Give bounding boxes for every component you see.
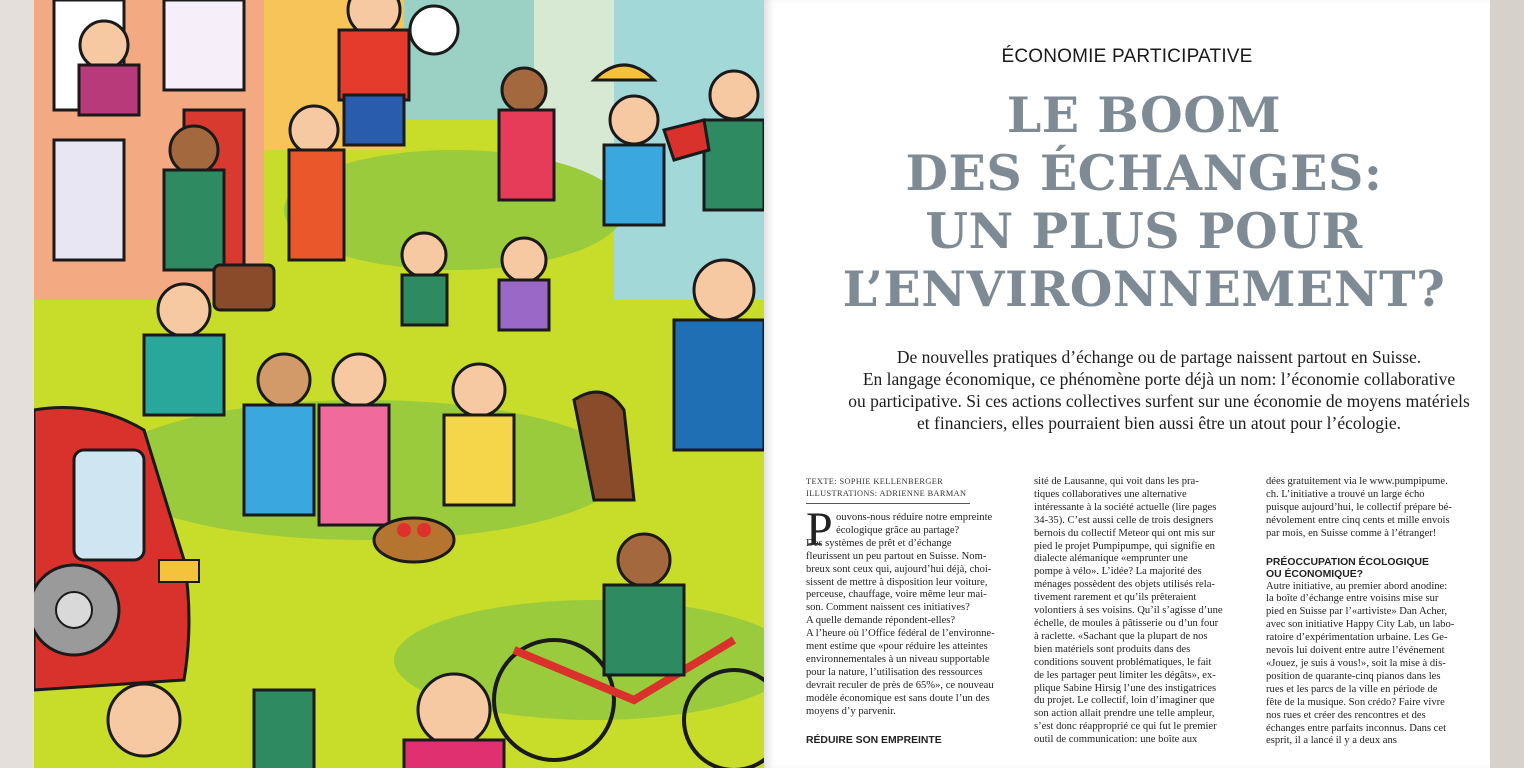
article-page [764,0,1490,768]
body-line: fleurissent un peu partout en Suisse. Nom- [806,550,987,562]
body-line: sissent de mettre à disposition leur voiture, [806,576,988,588]
body-line: échanges entre parfaits inconnus. Dans cet [1266,722,1447,734]
body-line: position de quarante-cinq pianos dans les [1266,670,1441,682]
headline-line: LE BOOM [1006,86,1282,144]
text-column-3 [1266,476,1476,748]
body-line: Autre initiative, au premier abord anodine: [1266,580,1448,592]
body-line: pompe à vélo». L’idée? La majorité des [1034,566,1202,578]
body-line: pour la nature, l’utilisation des ressources [806,666,983,678]
first-paragraph [806,503,1016,719]
body-line: sité de Lausanne, qui voit dans les pra- [1034,476,1199,487]
body-line: bernois du collectif Meteor qui ont mis sur [1034,527,1215,539]
body-line: tiques collaboratives une alternative [1034,488,1187,500]
body-line: nos rues et créer des rencontres et des [1266,709,1426,721]
body-line: échelle, de moules à pâtisserie ou d’un four [1034,617,1219,629]
body-line: «Jouez, je suis à vous!», soit la mise à dis- [1266,657,1446,669]
credits-text: TEXTE: SOPHIE KELLENBERGER [806,477,944,486]
body-line: du projet. Le collectif, loin d’imaginer que [1034,695,1215,707]
body-line: conditions souvent problématiques, le fait [1034,656,1212,668]
body-line: A quelle demande répondent-elles? [806,615,956,627]
body-line: perceuse, chauffage, voire même leur mai- [806,589,987,601]
body-line: moyens d’y parvenir. [806,705,896,717]
body-line: ouvons-nous réduire notre empreinte [836,512,993,523]
body-line: nevois lui doivent entre autre l’événement [1266,645,1445,657]
body-line: par mois, en Suisse comme à l’étranger! [1266,527,1437,539]
body-line: devrait reculer de près de 65%», ce nouveau [806,679,994,691]
body-line: A l’heure où l’Office fédéral de l’environne- [806,628,995,640]
body-line: rues et les parcs de la ville en période de [1266,683,1438,695]
body-line: son action allait prendre une telle ampleur, [1034,708,1215,720]
section-subhead: OU ÉCONOMIQUE? [1266,568,1363,580]
lead-line: En langage économique, ce phénomène porte déjà un nom: l’économie collaborative [862,369,1456,389]
body-line: outil de communication: une boîte aux [1034,734,1198,746]
body-line: de les partager peut limiter les dégâts», ex- [1034,669,1216,681]
body-line: à raclette. «Sachant que la plupart de nos [1034,630,1208,642]
body-line: ch. L’initiative a trouvé un large écho [1266,488,1425,500]
lead-line: ou participative. Si ces actions collectives surfent sur une économie de moyens matériels [848,391,1470,411]
section-subhead: RÉDUIRE SON EMPREINTE [806,734,942,746]
left-page-margin [0,0,34,768]
section-subhead: PRÉOCCUPATION ÉCOLOGIQUE [1266,556,1429,568]
body-line: ménages possèdent des objets utilisés rela- [1034,579,1215,591]
body-line: ment estime que «pour réduire les atteintes [806,641,988,653]
neighbourhood-exchange-drawing [34,0,764,768]
drop-cap: P [806,503,833,556]
text-column-2 [1034,476,1244,747]
body-line: s’est donc réapproprié ce qui fut le premier [1034,721,1217,733]
body-line: Des systèmes de prêt et d’échange [806,537,952,549]
body-line: 34-35). C’est aussi celle de trois designers [1034,514,1214,526]
body-line: breux sont ceux qui, aujourd’hui déjà, choi- [806,563,992,575]
body-line: dées gratuitement via le www.pumpipume. [1266,476,1448,487]
headline-line: L’ENVIRONNEMENT? [842,260,1446,318]
section-kicker: ÉCONOMIE PARTICIPATIVE [1001,46,1253,67]
lead-line: De nouvelles pratiques d’échange ou de partage naissent partout en Suisse. [896,347,1422,367]
headline-line: DES ÉCHANGES: [905,144,1383,202]
body-line: volontiers à ses voisins. Qu’il s’agisse d’une [1034,605,1223,617]
credits-illustrations: ILLUSTRATIONS: ADRIENNE BARMAN [806,489,967,498]
body-line: avec son initiative Happy City Lab, un labo- [1266,619,1455,631]
body-line: esprit, il a lancé il y a deux ans [1266,735,1397,747]
body-line: dialecte alémanique «emprunter une [1034,553,1188,565]
article-illustration [34,0,764,768]
body-line: fête de la musique. Son crédo? Faire vivre [1266,696,1445,708]
body-line: bien matériels sont produits dans des [1034,643,1191,655]
body-line: intéressante à la société actuelle (lire pages [1034,501,1217,513]
body-line: pied en Suisse par l’«artiviste» Dan Acher, [1266,606,1448,618]
lead-line: et financiers, elles pourraient bien aussi être un atout pour l’écologie. [917,413,1401,433]
body-line: la boîte d’échange entre voisins mise sur [1266,593,1439,605]
body-line: puisque aujourd’hui, le collectif prépare bé- [1266,501,1452,513]
body-line: écologique grâce au partage? [836,524,960,536]
body-line: son. Comment naissent ces initiatives? [806,602,970,614]
body-line: environnementales à un niveau supportable [806,653,990,665]
right-page-edge [1490,0,1524,768]
body-line: plique Sabine Hirsig l’une des instigatrices [1034,682,1217,694]
article-lead [804,346,1490,434]
body-line: tivement rarement et qu’ils prêteraient [1034,592,1197,604]
body-line: névolement entre cinq cents et mille envois [1266,514,1450,526]
body-line: pied le projet Pumpipumpe, qui signifie en [1034,540,1215,552]
body-line: modèle économique est sans doute l’un des [806,692,990,704]
text-column-1 [806,476,1016,747]
headline-line: UN PLUS POUR [925,202,1363,260]
article-headline [764,86,1490,318]
body-line: ratoire d’expérimentation urbaine. Les Ge- [1266,632,1448,644]
